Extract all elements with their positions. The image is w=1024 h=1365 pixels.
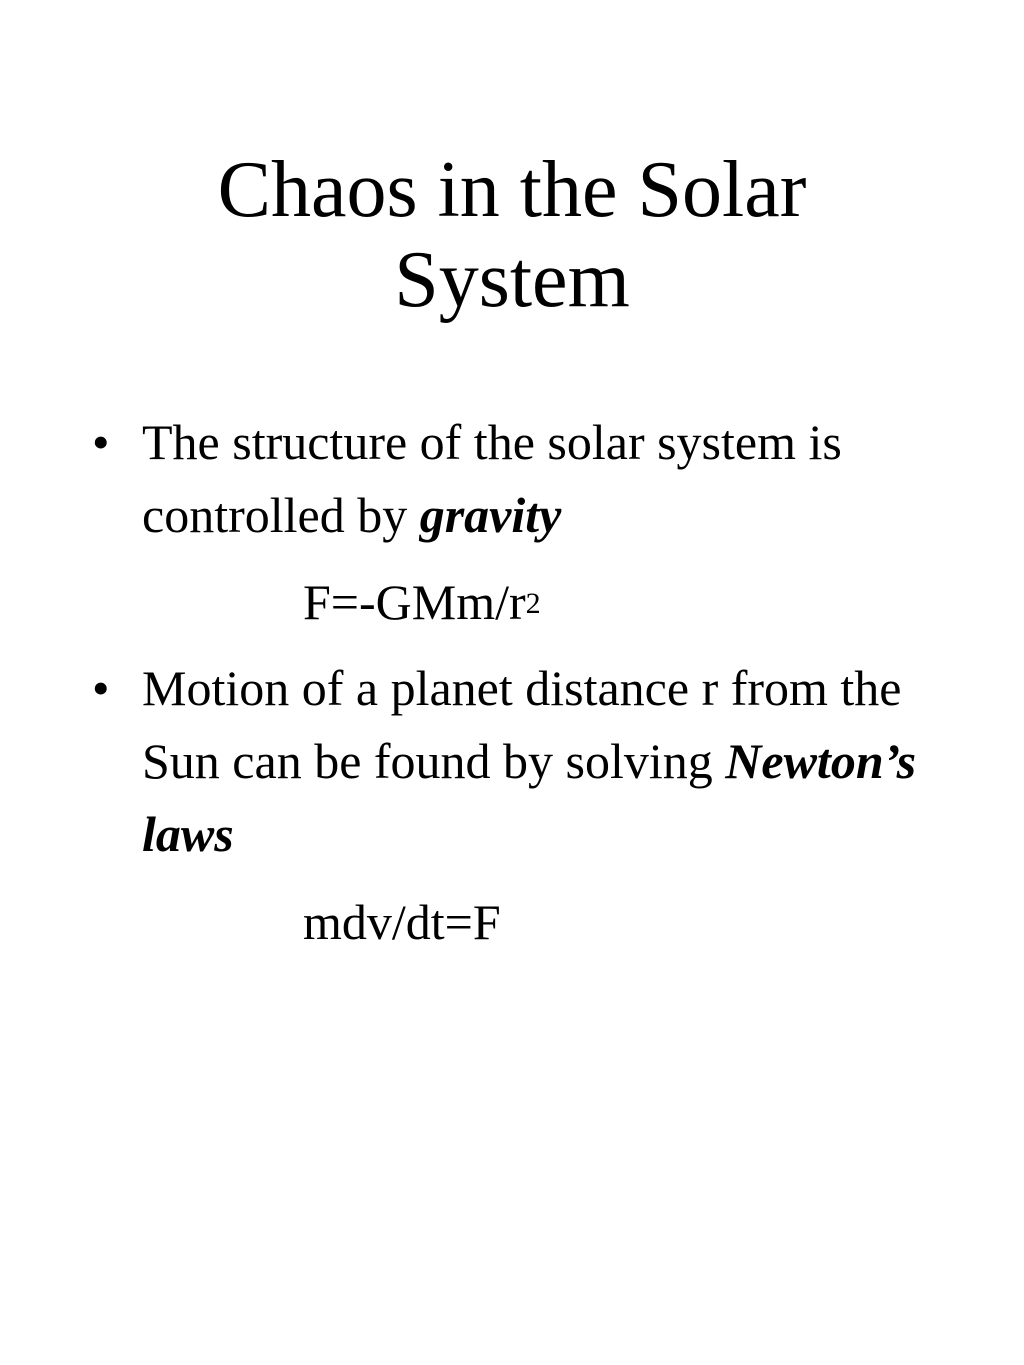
bullet-text-plain: The structure of the solar system is controlled by: [142, 414, 842, 543]
bullet-marker: •: [92, 414, 110, 470]
equation-gravity-base: F=-GMm/r: [303, 574, 526, 630]
title-line-1: Chaos in the Solar: [217, 146, 807, 234]
bullet-text: [142, 652, 952, 871]
bullet-emphasis-gravity: gravity: [419, 487, 562, 543]
bullet-emphasis-newtons-laws: Newton’s laws: [142, 733, 917, 862]
equation-gravity-exponent: 2: [525, 587, 541, 620]
bullet-text-plain: Motion of a planet distance r from the Sun can be found by solving: [142, 660, 902, 789]
slide-title: [0, 145, 1024, 325]
bullet-text: [142, 406, 952, 552]
title-line-2: System: [394, 236, 630, 324]
bullet-marker: •: [92, 660, 110, 716]
equation-newton: mdv/dt=F: [303, 894, 501, 950]
bullet-gravity: [92, 406, 952, 552]
bullet-newton: [92, 652, 952, 871]
equation-gravity: [303, 572, 541, 632]
